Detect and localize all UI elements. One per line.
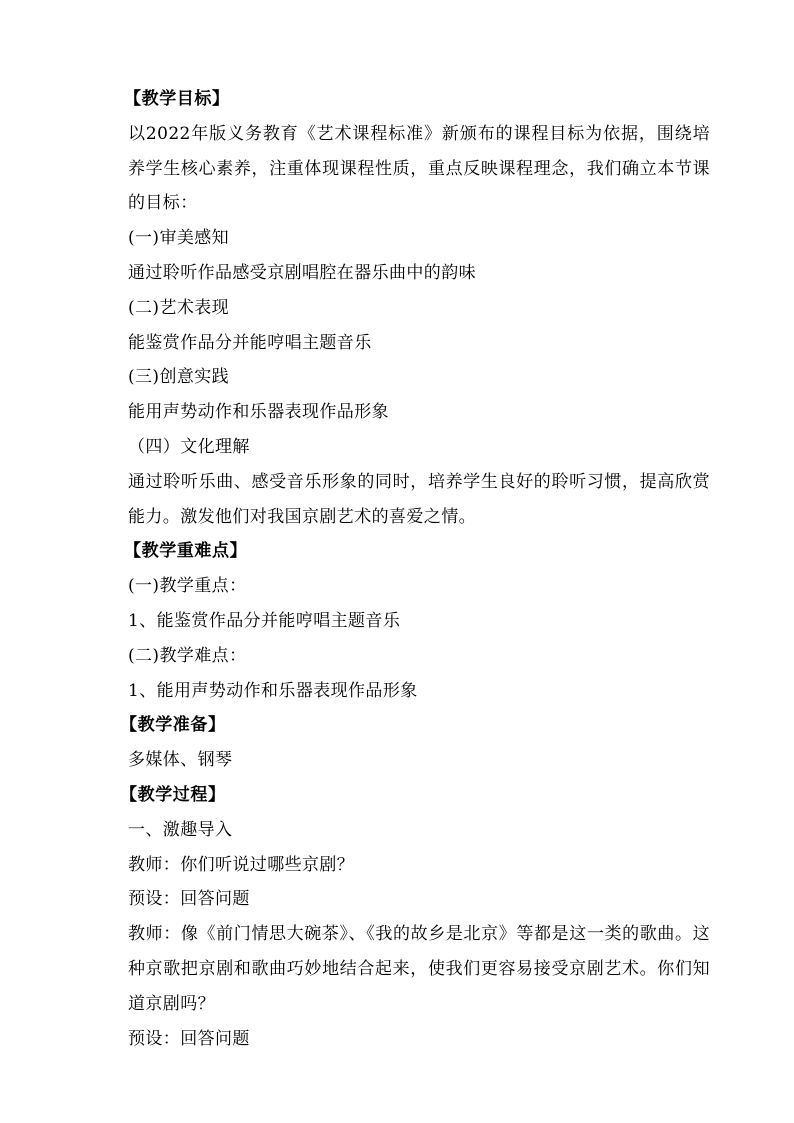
item-expected-answer: 预设：回答问题 (128, 889, 250, 910)
item-artistic-expression: (二)艺术表现 (128, 297, 230, 318)
document-body (94, 82, 710, 1056)
item-teacher-question: 教师：你们听说过哪些京剧？ (128, 854, 355, 875)
item-key-point-1: 1、能鉴赏作品分并能哼唱主题音乐 (128, 610, 401, 631)
section-heading-key-points: 【教学重难点】 (124, 541, 248, 562)
item-process-step-1: 一、激趣导入 (128, 819, 233, 840)
item-creative-practice-desc: 能用声势动作和乐器表现作品形象 (128, 402, 389, 423)
item-aesthetic-perception: (一)审美感知 (128, 228, 230, 249)
item-difficult-point-1: 1、能用声势动作和乐器表现作品形象 (128, 680, 418, 701)
section-heading-preparation: 【教学准备】 (120, 715, 226, 736)
section-heading-teaching-goals: 【教学目标】 (124, 89, 230, 109)
paragraph-teacher-explanation: 教师：像《前门情思大碗茶》、《我的故乡是北京》等都是这一类的歌曲。这种京歌把京剧和歌曲巧妙地结合起来，使我们更容易接受京剧艺术。你们知道京剧吗？ (128, 924, 710, 1014)
item-cultural-understanding: （四）文化理解 (128, 436, 250, 457)
item-expected-answer-2: 预设：回答问题 (128, 1028, 250, 1049)
item-artistic-expression-desc: 能鉴赏作品分并能哼唱主题音乐 (128, 332, 372, 353)
item-aesthetic-perception-desc: 通过聆听作品感受京剧唱腔在器乐曲中的韵味 (128, 262, 476, 283)
item-key-point-title: (一)教学重点： (128, 576, 247, 597)
paragraph-cultural-understanding-desc: 通过聆听乐曲、感受音乐形象的同时，培养学生良好的聆听习惯，提高欣赏能力。激发他们对我国京剧艺术的喜爱之情。 (128, 471, 710, 527)
paragraph-goals-intro: 以2022年版义务教育《艺术课程标准》新颁布的课程目标为依据，围绕培养学生核心素养，注重体现课程性质，重点反映课程理念，我们确立本节课的目标： (128, 123, 710, 214)
item-creative-practice: (三)创意实践 (128, 367, 230, 388)
item-difficult-point-title: (二)教学难点： (128, 645, 247, 666)
item-preparation-materials: 多媒体、钢琴 (128, 750, 233, 771)
section-heading-process: 【教学过程】 (120, 784, 226, 805)
